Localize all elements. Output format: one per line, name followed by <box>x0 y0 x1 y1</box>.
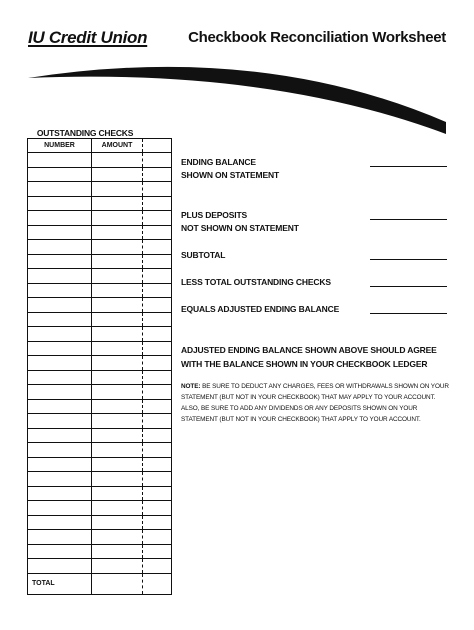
column-header-cents <box>143 139 172 153</box>
check-row <box>28 472 172 487</box>
check-row <box>28 225 172 240</box>
check-cents-cell[interactable] <box>143 341 172 356</box>
check-cents-cell[interactable] <box>143 385 172 400</box>
note-body: BE SURE TO DEDUCT ANY CHARGES, FEES OR WITHDRAWALS SHOWN ON YOUR STATEMENT (BUT NOT IN YOUR CHECKBOOK) THAT MAY APPLY TO YOUR ACCOUNT. ALSO, BE SURE TO ADD ANY DIVIDENDS OR ANY DEPOSITS SHOWN ON YOUR STATEMENT (BUT NOT IN YOUR CHECKBOOK) THAT APPLY TO YOUR ACCOUNT. <box>181 383 449 423</box>
check-row <box>28 486 172 501</box>
check-row <box>28 428 172 443</box>
check-number-cell[interactable] <box>28 428 92 443</box>
check-row <box>28 254 172 269</box>
check-amount-cell[interactable] <box>92 182 143 197</box>
check-number-cell[interactable] <box>28 414 92 429</box>
check-cents-cell[interactable] <box>143 167 172 182</box>
check-cents-cell[interactable] <box>143 254 172 269</box>
check-row <box>28 196 172 211</box>
check-cents-cell[interactable] <box>143 240 172 255</box>
total-row <box>28 573 172 594</box>
check-number-cell[interactable] <box>28 515 92 530</box>
check-cents-cell[interactable] <box>143 472 172 487</box>
adjusted-ending-balance-input-line[interactable] <box>370 313 447 314</box>
check-number-cell[interactable] <box>28 225 92 240</box>
check-amount-cell[interactable] <box>92 298 143 313</box>
check-row <box>28 356 172 371</box>
check-amount-cell[interactable] <box>92 283 143 298</box>
check-amount-cell[interactable] <box>92 254 143 269</box>
check-cents-cell[interactable] <box>143 544 172 559</box>
less-outstanding-checks-input-line[interactable] <box>370 286 447 287</box>
table-header-row <box>28 139 172 153</box>
check-cents-cell[interactable] <box>143 457 172 472</box>
subtotal-label-line: SUBTOTAL <box>181 250 226 260</box>
check-number-cell[interactable] <box>28 472 92 487</box>
check-row <box>28 182 172 197</box>
check-amount-cell[interactable] <box>92 196 143 211</box>
ending-balance-label-line: SHOWN ON STATEMENT <box>181 170 280 180</box>
check-row <box>28 414 172 429</box>
check-number-cell[interactable] <box>28 370 92 385</box>
check-amount-cell[interactable] <box>92 472 143 487</box>
column-header-amount: AMOUNT <box>92 139 143 153</box>
check-amount-cell[interactable] <box>92 486 143 501</box>
check-amount-cell[interactable] <box>92 414 143 429</box>
check-number-cell[interactable] <box>28 254 92 269</box>
check-amount-cell[interactable] <box>92 501 143 516</box>
check-row <box>28 370 172 385</box>
check-cents-cell[interactable] <box>143 283 172 298</box>
check-number-cell[interactable] <box>28 312 92 327</box>
check-number-cell[interactable] <box>28 167 92 182</box>
less-outstanding-checks-label-line: LESS TOTAL OUTSTANDING CHECKS <box>181 277 331 287</box>
check-number-cell[interactable] <box>28 559 92 574</box>
check-row <box>28 167 172 182</box>
ending-balance-label-line: ENDING BALANCE <box>181 157 256 167</box>
check-amount-cell[interactable] <box>92 356 143 371</box>
note-text <box>181 381 449 425</box>
check-row <box>28 501 172 516</box>
check-amount-cell[interactable] <box>92 225 143 240</box>
check-cents-cell[interactable] <box>143 515 172 530</box>
check-row <box>28 385 172 400</box>
check-number-cell[interactable] <box>28 196 92 211</box>
agreement-statement: ADJUSTED ENDING BALANCE SHOWN ABOVE SHOULD AGREE WITH THE BALANCE SHOWN IN YOUR CHECKBOOK LEDGER <box>181 345 437 369</box>
outstanding-checks-heading: OUTSTANDING CHECKS <box>36 128 134 138</box>
ending-balance-input-line[interactable] <box>370 166 447 167</box>
check-amount-cell[interactable] <box>92 211 143 226</box>
check-number-cell[interactable] <box>28 327 92 342</box>
check-amount-cell[interactable] <box>92 515 143 530</box>
check-number-cell[interactable] <box>28 486 92 501</box>
check-number-cell[interactable] <box>28 153 92 168</box>
page-title: Checkbook Reconciliation Worksheet <box>188 29 446 46</box>
check-cents-cell[interactable] <box>143 559 172 574</box>
check-number-cell[interactable] <box>28 443 92 458</box>
check-row <box>28 515 172 530</box>
check-row <box>28 457 172 472</box>
plus-deposits-label-line: PLUS DEPOSITS <box>181 210 248 220</box>
check-row <box>28 153 172 168</box>
check-amount-cell[interactable] <box>92 312 143 327</box>
check-cents-cell[interactable] <box>143 443 172 458</box>
plus-deposits-label-line: NOT SHOWN ON STATEMENT <box>181 223 299 233</box>
check-row <box>28 269 172 284</box>
check-row <box>28 327 172 342</box>
check-number-cell[interactable] <box>28 530 92 545</box>
total-amount-cell[interactable] <box>92 573 143 594</box>
ending-balance-label <box>181 156 279 182</box>
check-number-cell[interactable] <box>28 341 92 356</box>
check-cents-cell[interactable] <box>143 501 172 516</box>
total-cents-cell[interactable] <box>143 573 172 594</box>
check-cents-cell[interactable] <box>143 356 172 371</box>
note-label: NOTE: <box>181 383 201 390</box>
checks-table-body <box>28 153 172 595</box>
check-number-cell[interactable] <box>28 399 92 414</box>
check-amount-cell[interactable] <box>92 399 143 414</box>
check-cents-cell[interactable] <box>143 153 172 168</box>
less-outstanding-checks-label <box>181 276 331 289</box>
check-cents-cell[interactable] <box>143 399 172 414</box>
check-row <box>28 240 172 255</box>
check-number-cell[interactable] <box>28 211 92 226</box>
check-amount-cell[interactable] <box>92 428 143 443</box>
check-row <box>28 312 172 327</box>
check-cents-cell[interactable] <box>143 530 172 545</box>
adjusted-ending-balance-label-line: EQUALS ADJUSTED ENDING BALANCE <box>181 304 340 314</box>
column-header-number: NUMBER <box>28 139 92 153</box>
check-cents-cell[interactable] <box>143 428 172 443</box>
subtotal-label <box>181 249 225 262</box>
check-amount-cell[interactable] <box>92 385 143 400</box>
check-cents-cell[interactable] <box>143 269 172 284</box>
check-amount-cell[interactable] <box>92 443 143 458</box>
check-amount-cell[interactable] <box>92 240 143 255</box>
check-number-cell[interactable] <box>28 501 92 516</box>
check-row <box>28 211 172 226</box>
plus-deposits-input-line[interactable] <box>370 219 447 220</box>
check-amount-cell[interactable] <box>92 153 143 168</box>
check-amount-cell[interactable] <box>92 370 143 385</box>
check-cents-cell[interactable] <box>143 225 172 240</box>
check-row <box>28 443 172 458</box>
check-number-cell[interactable] <box>28 240 92 255</box>
check-cents-cell[interactable] <box>143 182 172 197</box>
outstanding-checks-table <box>27 138 172 595</box>
check-row <box>28 530 172 545</box>
check-amount-cell[interactable] <box>92 559 143 574</box>
check-amount-cell[interactable] <box>92 530 143 545</box>
check-cents-cell[interactable] <box>143 312 172 327</box>
check-row <box>28 559 172 574</box>
brand-logo: IU Credit Union <box>28 28 148 47</box>
adjusted-ending-balance-label <box>181 303 339 316</box>
check-row <box>28 341 172 356</box>
check-number-cell[interactable] <box>28 356 92 371</box>
check-row <box>28 298 172 313</box>
check-cents-cell[interactable] <box>143 414 172 429</box>
check-row <box>28 399 172 414</box>
check-amount-cell[interactable] <box>92 167 143 182</box>
plus-deposits-label <box>181 209 299 235</box>
subtotal-input-line[interactable] <box>370 259 447 260</box>
total-label: TOTAL <box>28 573 92 594</box>
check-amount-cell[interactable] <box>92 457 143 472</box>
check-cents-cell[interactable] <box>143 370 172 385</box>
check-number-cell[interactable] <box>28 269 92 284</box>
check-cents-cell[interactable] <box>143 298 172 313</box>
check-amount-cell[interactable] <box>92 327 143 342</box>
check-number-cell[interactable] <box>28 457 92 472</box>
check-number-cell[interactable] <box>28 298 92 313</box>
check-cents-cell[interactable] <box>143 196 172 211</box>
check-cents-cell[interactable] <box>143 211 172 226</box>
check-amount-cell[interactable] <box>92 269 143 284</box>
check-number-cell[interactable] <box>28 182 92 197</box>
check-cents-cell[interactable] <box>143 327 172 342</box>
check-row <box>28 283 172 298</box>
check-number-cell[interactable] <box>28 283 92 298</box>
check-cents-cell[interactable] <box>143 486 172 501</box>
check-number-cell[interactable] <box>28 544 92 559</box>
check-number-cell[interactable] <box>28 385 92 400</box>
check-amount-cell[interactable] <box>92 341 143 356</box>
check-amount-cell[interactable] <box>92 544 143 559</box>
check-row <box>28 544 172 559</box>
